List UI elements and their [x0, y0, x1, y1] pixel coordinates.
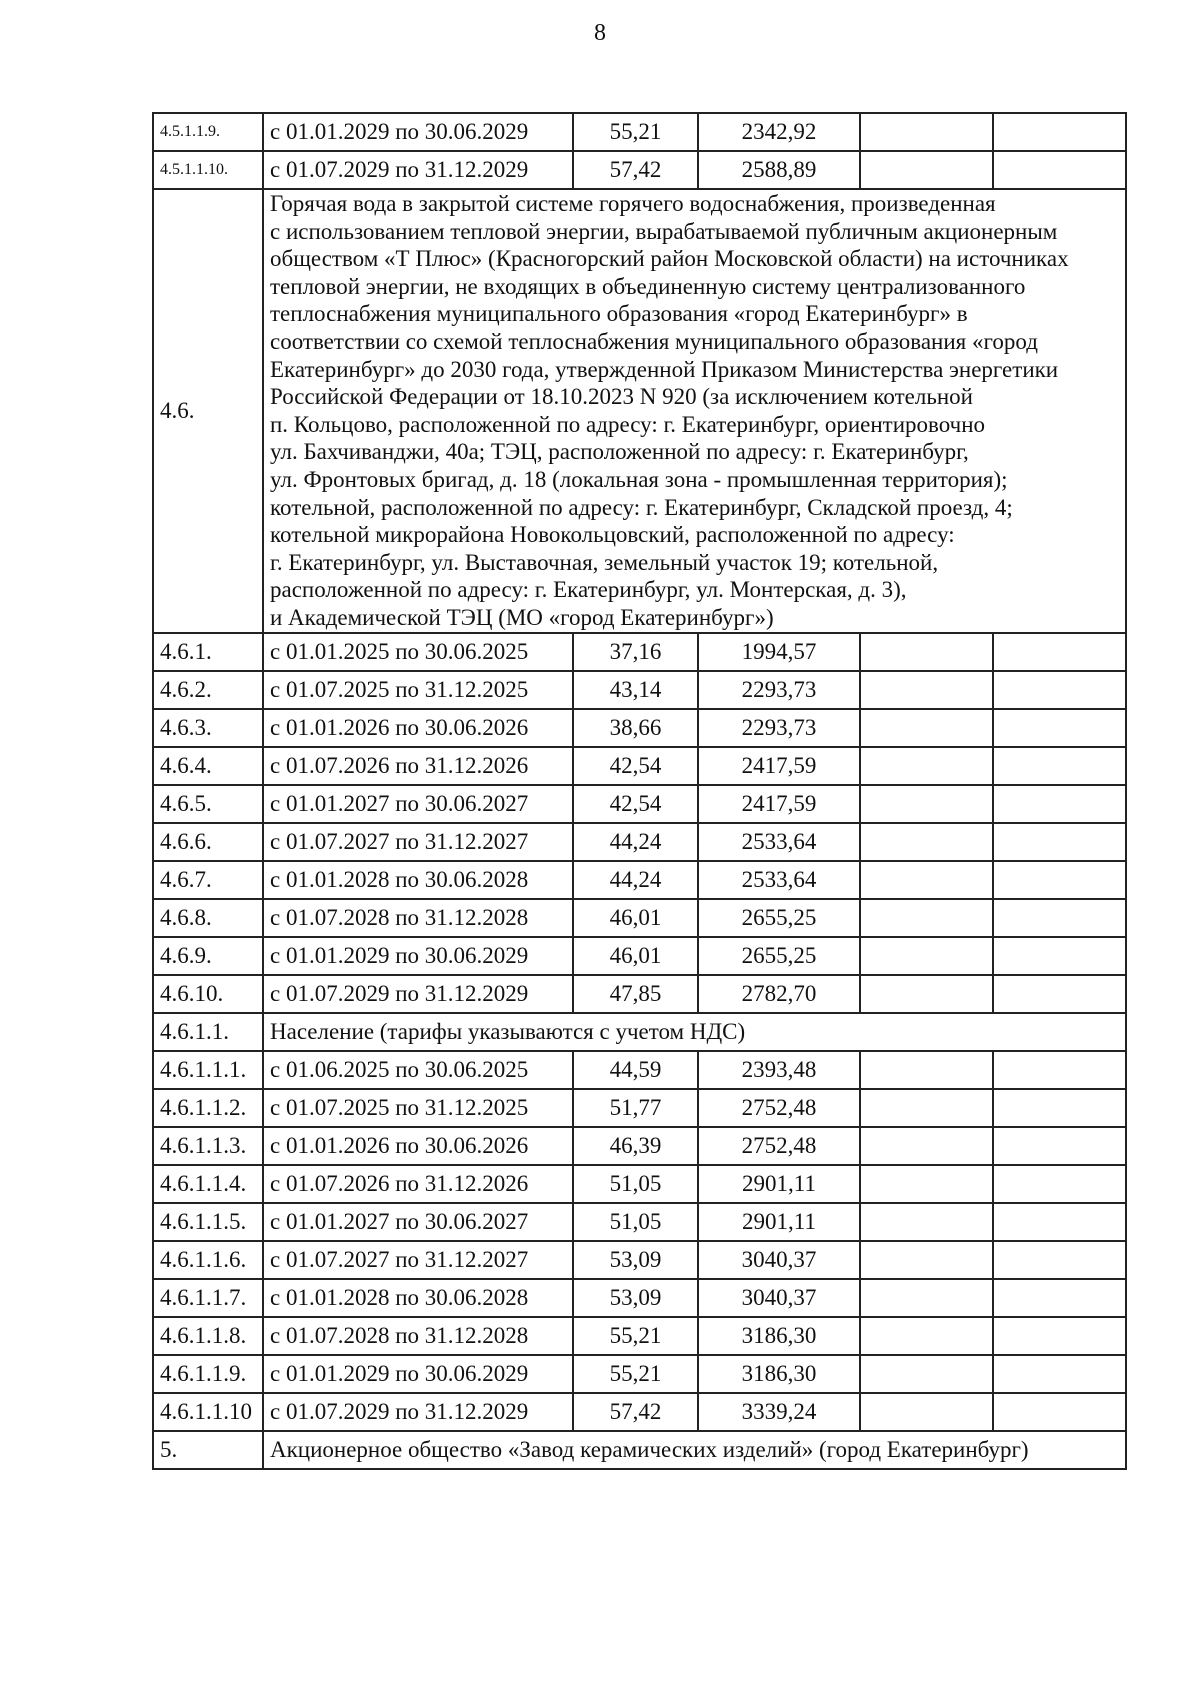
rate-value-1: 44,24: [573, 861, 698, 899]
period-cell: с 01.07.2029 по 31.12.2029: [263, 151, 573, 189]
empty-cell: [993, 1051, 1126, 1089]
empty-cell: [860, 937, 993, 975]
rate-value-2: 2293,73: [698, 671, 860, 709]
rate-value-1: 46,01: [573, 899, 698, 937]
rate-value-1: 55,21: [573, 1355, 698, 1393]
rate-value-1: 44,59: [573, 1051, 698, 1089]
row-number: 4.6.5.: [153, 785, 263, 823]
row-number: 4.6.1.1.5.: [153, 1203, 263, 1241]
table-row: [153, 1279, 1126, 1317]
empty-cell: [860, 1393, 993, 1431]
section-row-5: [153, 1431, 1126, 1469]
description-line: Горячая вода в закрытой системе горячего водоснабжения, произведенная: [270, 191, 996, 216]
empty-cell: [860, 1051, 993, 1089]
description-line: г. Екатеринбург, ул. Выставочная, земельный участок 19; котельной,: [270, 549, 939, 575]
empty-cell: [993, 747, 1126, 785]
period-cell: с 01.07.2025 по 31.12.2025: [263, 671, 573, 709]
empty-cell: [860, 1355, 993, 1393]
period-cell: с 01.07.2028 по 31.12.2028: [263, 1317, 573, 1355]
empty-cell: [993, 671, 1126, 709]
empty-cell: [993, 861, 1126, 899]
row-number: 4.6.10.: [153, 975, 263, 1013]
section-name: Акционерное общество «Завод керамических изделий» (город Екатеринбург): [263, 1431, 1126, 1469]
empty-cell: [993, 1241, 1126, 1279]
description-line: тепловой энергии, не входящих в объединенную систему централизованного: [270, 273, 1026, 299]
period-cell: с 01.07.2026 по 31.12.2026: [263, 1165, 573, 1203]
period-cell: с 01.07.2028 по 31.12.2028: [263, 899, 573, 937]
empty-cell: [993, 975, 1126, 1013]
rate-value-2: 3339,24: [698, 1393, 860, 1431]
row-number: 4.6.1.1.9.: [153, 1355, 263, 1393]
description-line: теплоснабжения муниципального образования «город Екатеринбург» в: [270, 301, 968, 327]
empty-cell: [860, 1317, 993, 1355]
table-row: [153, 633, 1126, 671]
table-row: [153, 899, 1126, 937]
rate-value-2: 3040,37: [698, 1241, 860, 1279]
population-row: [153, 1013, 1126, 1051]
row-number: 4.6.1.1.3.: [153, 1127, 263, 1165]
section-number: 4.6.: [153, 189, 263, 633]
rate-value-1: 37,16: [573, 633, 698, 671]
empty-cell: [860, 1127, 993, 1165]
empty-cell: [860, 1165, 993, 1203]
empty-cell: [860, 975, 993, 1013]
rate-value-1: 51,05: [573, 1165, 698, 1203]
table-row: [153, 1051, 1126, 1089]
table-row: [153, 151, 1126, 189]
page-number: 8: [594, 20, 606, 46]
empty-cell: [860, 633, 993, 671]
empty-cell: [993, 113, 1126, 151]
period-cell: с 01.01.2028 по 30.06.2028: [263, 1279, 573, 1317]
rate-value-2: 2393,48: [698, 1051, 860, 1089]
period-cell: с 01.01.2027 по 30.06.2027: [263, 785, 573, 823]
description-line: Екатеринбург» до 2030 года, утвержденной Приказом Министерства энергетики: [270, 356, 1059, 382]
period-cell: с 01.07.2026 по 31.12.2026: [263, 747, 573, 785]
rate-value-1: 46,39: [573, 1127, 698, 1165]
row-number: 4.6.1.1.4.: [153, 1165, 263, 1203]
empty-cell: [860, 151, 993, 189]
rate-value-1: 42,54: [573, 747, 698, 785]
rate-value-1: 38,66: [573, 709, 698, 747]
rate-value-1: 46,01: [573, 937, 698, 975]
rate-value-2: 3186,30: [698, 1355, 860, 1393]
empty-cell: [860, 1279, 993, 1317]
period-cell: с 01.01.2029 по 30.06.2029: [263, 113, 573, 151]
description-line: и Академической ТЭЦ (МО «город Екатеринбург»): [270, 604, 774, 630]
row-number: 4.6.1.1.8.: [153, 1317, 263, 1355]
rate-value-1: 55,21: [573, 1317, 698, 1355]
period-cell: с 01.07.2027 по 31.12.2027: [263, 1241, 573, 1279]
row-number: 4.6.4.: [153, 747, 263, 785]
empty-cell: [993, 1203, 1126, 1241]
rate-value-2: 2655,25: [698, 937, 860, 975]
description-line: соответствии со схемой теплоснабжения муниципального образования «город: [270, 328, 1038, 354]
rate-value-2: 2655,25: [698, 899, 860, 937]
rate-value-1: 51,05: [573, 1203, 698, 1241]
row-number: 4.5.1.1.9.: [153, 113, 263, 151]
empty-cell: [860, 823, 993, 861]
period-cell: с 01.07.2025 по 31.12.2025: [263, 1089, 573, 1127]
rate-value-2: 2417,59: [698, 785, 860, 823]
row-number: 4.6.1.1.7.: [153, 1279, 263, 1317]
empty-cell: [860, 671, 993, 709]
row-number: 4.6.1.1.10: [153, 1393, 263, 1431]
table-row: [153, 823, 1126, 861]
empty-cell: [860, 861, 993, 899]
row-number: 4.6.1.: [153, 633, 263, 671]
rate-value-1: 57,42: [573, 1393, 698, 1431]
table-row: [153, 1127, 1126, 1165]
row-number: 4.6.1.1.2.: [153, 1089, 263, 1127]
table-row: [153, 709, 1126, 747]
table-row: [153, 1089, 1126, 1127]
rate-value-2: 2533,64: [698, 823, 860, 861]
table-row: [153, 113, 1126, 151]
empty-cell: [993, 633, 1126, 671]
row-number: 4.6.1.1.6.: [153, 1241, 263, 1279]
tariff-table-body: [153, 113, 1126, 1469]
description-line: ул. Бахчиванджи, 40а; ТЭЦ, расположенной по адресу: г. Екатеринбург,: [270, 439, 969, 465]
rate-value-2: 2588,89: [698, 151, 860, 189]
empty-cell: [860, 899, 993, 937]
table-row: [153, 671, 1126, 709]
empty-cell: [993, 1317, 1126, 1355]
period-cell: с 01.06.2025 по 30.06.2025: [263, 1051, 573, 1089]
rate-value-2: 1994,57: [698, 633, 860, 671]
description-line: обществом «Т Плюс» (Красногорский район Московской области) на источниках: [270, 246, 1069, 272]
period-cell: с 01.07.2029 по 31.12.2029: [263, 1393, 573, 1431]
period-cell: с 01.07.2027 по 31.12.2027: [263, 823, 573, 861]
rate-value-2: 3040,37: [698, 1279, 860, 1317]
description-line: ул. Фронтовых бригад, д. 18 (локальная зона - промышленная территория);: [270, 466, 1008, 492]
section-row-4-6: [153, 189, 1126, 633]
rate-value-2: 3186,30: [698, 1317, 860, 1355]
empty-cell: [993, 1355, 1126, 1393]
period-cell: с 01.01.2025 по 30.06.2025: [263, 633, 573, 671]
section-number: 4.6.1.1.: [153, 1013, 263, 1051]
row-number: 4.6.2.: [153, 671, 263, 709]
rate-value-2: 2752,48: [698, 1127, 860, 1165]
rate-value-1: 57,42: [573, 151, 698, 189]
rate-value-2: 2342,92: [698, 113, 860, 151]
rate-value-2: 2782,70: [698, 975, 860, 1013]
empty-cell: [860, 1089, 993, 1127]
description-line: п. Кольцово, расположенной по адресу: г. Екатеринбург, ориентировочно: [270, 411, 986, 437]
empty-cell: [993, 151, 1126, 189]
rate-value-2: 2752,48: [698, 1089, 860, 1127]
rate-value-2: 2417,59: [698, 747, 860, 785]
description-line: Российской Федерации от 18.10.2023 N 920 (за исключением котельной: [270, 384, 973, 410]
rate-value-1: 55,21: [573, 113, 698, 151]
period-cell: с 01.01.2029 по 30.06.2029: [263, 1355, 573, 1393]
table-row: [153, 1393, 1126, 1431]
rate-value-2: 2901,11: [698, 1165, 860, 1203]
rate-value-1: 42,54: [573, 785, 698, 823]
period-cell: с 01.01.2028 по 30.06.2028: [263, 861, 573, 899]
rate-value-1: 43,14: [573, 671, 698, 709]
period-cell: с 01.07.2029 по 31.12.2029: [263, 975, 573, 1013]
empty-cell: [860, 1241, 993, 1279]
empty-cell: [993, 937, 1126, 975]
row-number: 4.6.6.: [153, 823, 263, 861]
section-description: [263, 189, 1126, 633]
table-row: [153, 1165, 1126, 1203]
row-number: 4.6.7.: [153, 861, 263, 899]
rate-value-1: 53,09: [573, 1279, 698, 1317]
period-cell: с 01.01.2027 по 30.06.2027: [263, 1203, 573, 1241]
section-number: 5.: [153, 1431, 263, 1469]
empty-cell: [860, 785, 993, 823]
table-row: [153, 861, 1126, 899]
description-line: расположенной по адресу: г. Екатеринбург, ул. Монтерская, д. 3),: [270, 577, 907, 603]
empty-cell: [993, 1089, 1126, 1127]
empty-cell: [993, 1393, 1126, 1431]
rate-value-2: 2293,73: [698, 709, 860, 747]
rate-value-1: 51,77: [573, 1089, 698, 1127]
row-number: 4.6.8.: [153, 899, 263, 937]
population-label: Население (тарифы указываются с учетом НДС): [263, 1013, 1126, 1051]
empty-cell: [860, 709, 993, 747]
rate-value-1: 44,24: [573, 823, 698, 861]
period-cell: с 01.01.2026 по 30.06.2026: [263, 709, 573, 747]
period-cell: с 01.01.2029 по 30.06.2029: [263, 937, 573, 975]
rate-value-2: 2901,11: [698, 1203, 860, 1241]
empty-cell: [860, 747, 993, 785]
description-line: котельной, расположенной по адресу: г. Екатеринбург, Складской проезд, 4;: [270, 494, 1013, 520]
empty-cell: [860, 1203, 993, 1241]
table-row: [153, 1203, 1126, 1241]
empty-cell: [993, 899, 1126, 937]
description-line: с использованием тепловой энергии, вырабатываемой публичным акционерным: [270, 218, 1058, 244]
table-row: [153, 975, 1126, 1013]
table-row: [153, 785, 1126, 823]
empty-cell: [993, 823, 1126, 861]
row-number: 4.5.1.1.10.: [153, 151, 263, 189]
rate-value-2: 2533,64: [698, 861, 860, 899]
table-row: [153, 937, 1126, 975]
row-number: 4.6.9.: [153, 937, 263, 975]
table-row: [153, 1317, 1126, 1355]
empty-cell: [993, 1279, 1126, 1317]
row-number: 4.6.1.1.1.: [153, 1051, 263, 1089]
empty-cell: [860, 113, 993, 151]
empty-cell: [993, 709, 1126, 747]
period-cell: с 01.01.2026 по 30.06.2026: [263, 1127, 573, 1165]
rate-value-1: 47,85: [573, 975, 698, 1013]
empty-cell: [993, 785, 1126, 823]
table-row: [153, 1355, 1126, 1393]
tariff-table: [152, 112, 1127, 1470]
empty-cell: [993, 1127, 1126, 1165]
rate-value-1: 53,09: [573, 1241, 698, 1279]
row-number: 4.6.3.: [153, 709, 263, 747]
description-line: котельной микрорайона Новокольцовский, расположенной по адресу:: [270, 522, 955, 548]
table-row: [153, 747, 1126, 785]
table-row: [153, 1241, 1126, 1279]
empty-cell: [993, 1165, 1126, 1203]
